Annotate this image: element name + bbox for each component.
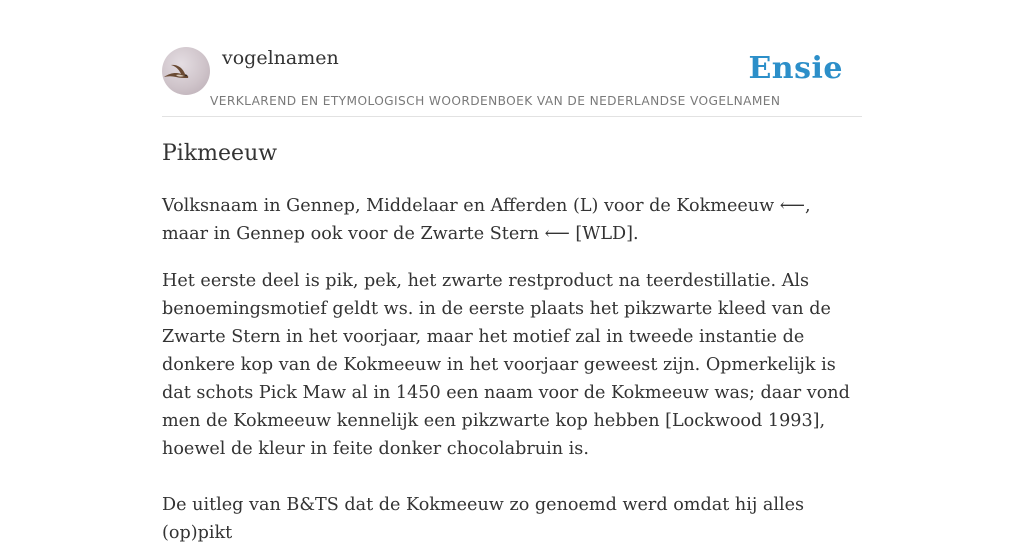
dictionary-name[interactable]: vogelnamen [222,47,339,69]
paragraph-text: , maar in Gennep ook voor de Zwarte Stern [162,196,811,244]
ensie-logo[interactable]: Ensie [748,51,843,86]
entry-title: Pikmeeuw [162,141,278,166]
reference-arrow-kokmeeuw[interactable]: ⟵ [779,196,806,216]
dictionary-subtitle: VERKLAREND EN ETYMOLOGISCH WOORDENBOEK VAN DE NEDERLANDSE VOGELNAMEN [210,94,781,108]
paragraph-text: Volksnaam in Gennep, Middelaar en Afferden (L) voor de Kokmeeuw [162,196,780,216]
entry-paragraph-2: Het eerste deel is pik, pek, het zwarte restproduct na teerdestillatie. Als benoemingsmotief geldt ws. in de eerste plaats het pikzwarte kleed van de Zwarte Stern in het voorjaar, maar het motief zal in tweede instantie de donkere kop van de Kokmeeuw in het voorjaar geweest zijn. Opmerkelijk is dat schots Pick Maw al in 1450 een naam voor de Kokmeeuw was; daar vond men de Kokmeeuw kennelijk een pikzwarte kop hebben [Lockwood 1993], hoewel de kleur in feite donker chocolabruin is. [162,271,850,459]
reference-arrow-zwarte-stern[interactable]: ⟵ [544,224,570,244]
entry-paragraph-3: De uitleg van B&TS dat de Kokmeeuw zo genoemd werd omdat hij alles (op)pikt [162,495,805,543]
paragraph-text: [WLD]. [569,224,639,244]
dictionary-avatar[interactable] [162,47,210,95]
entry-content [162,138,862,547]
entry-paragraph-1 [162,192,862,248]
site-header [162,46,862,117]
bird-icon [162,47,210,95]
